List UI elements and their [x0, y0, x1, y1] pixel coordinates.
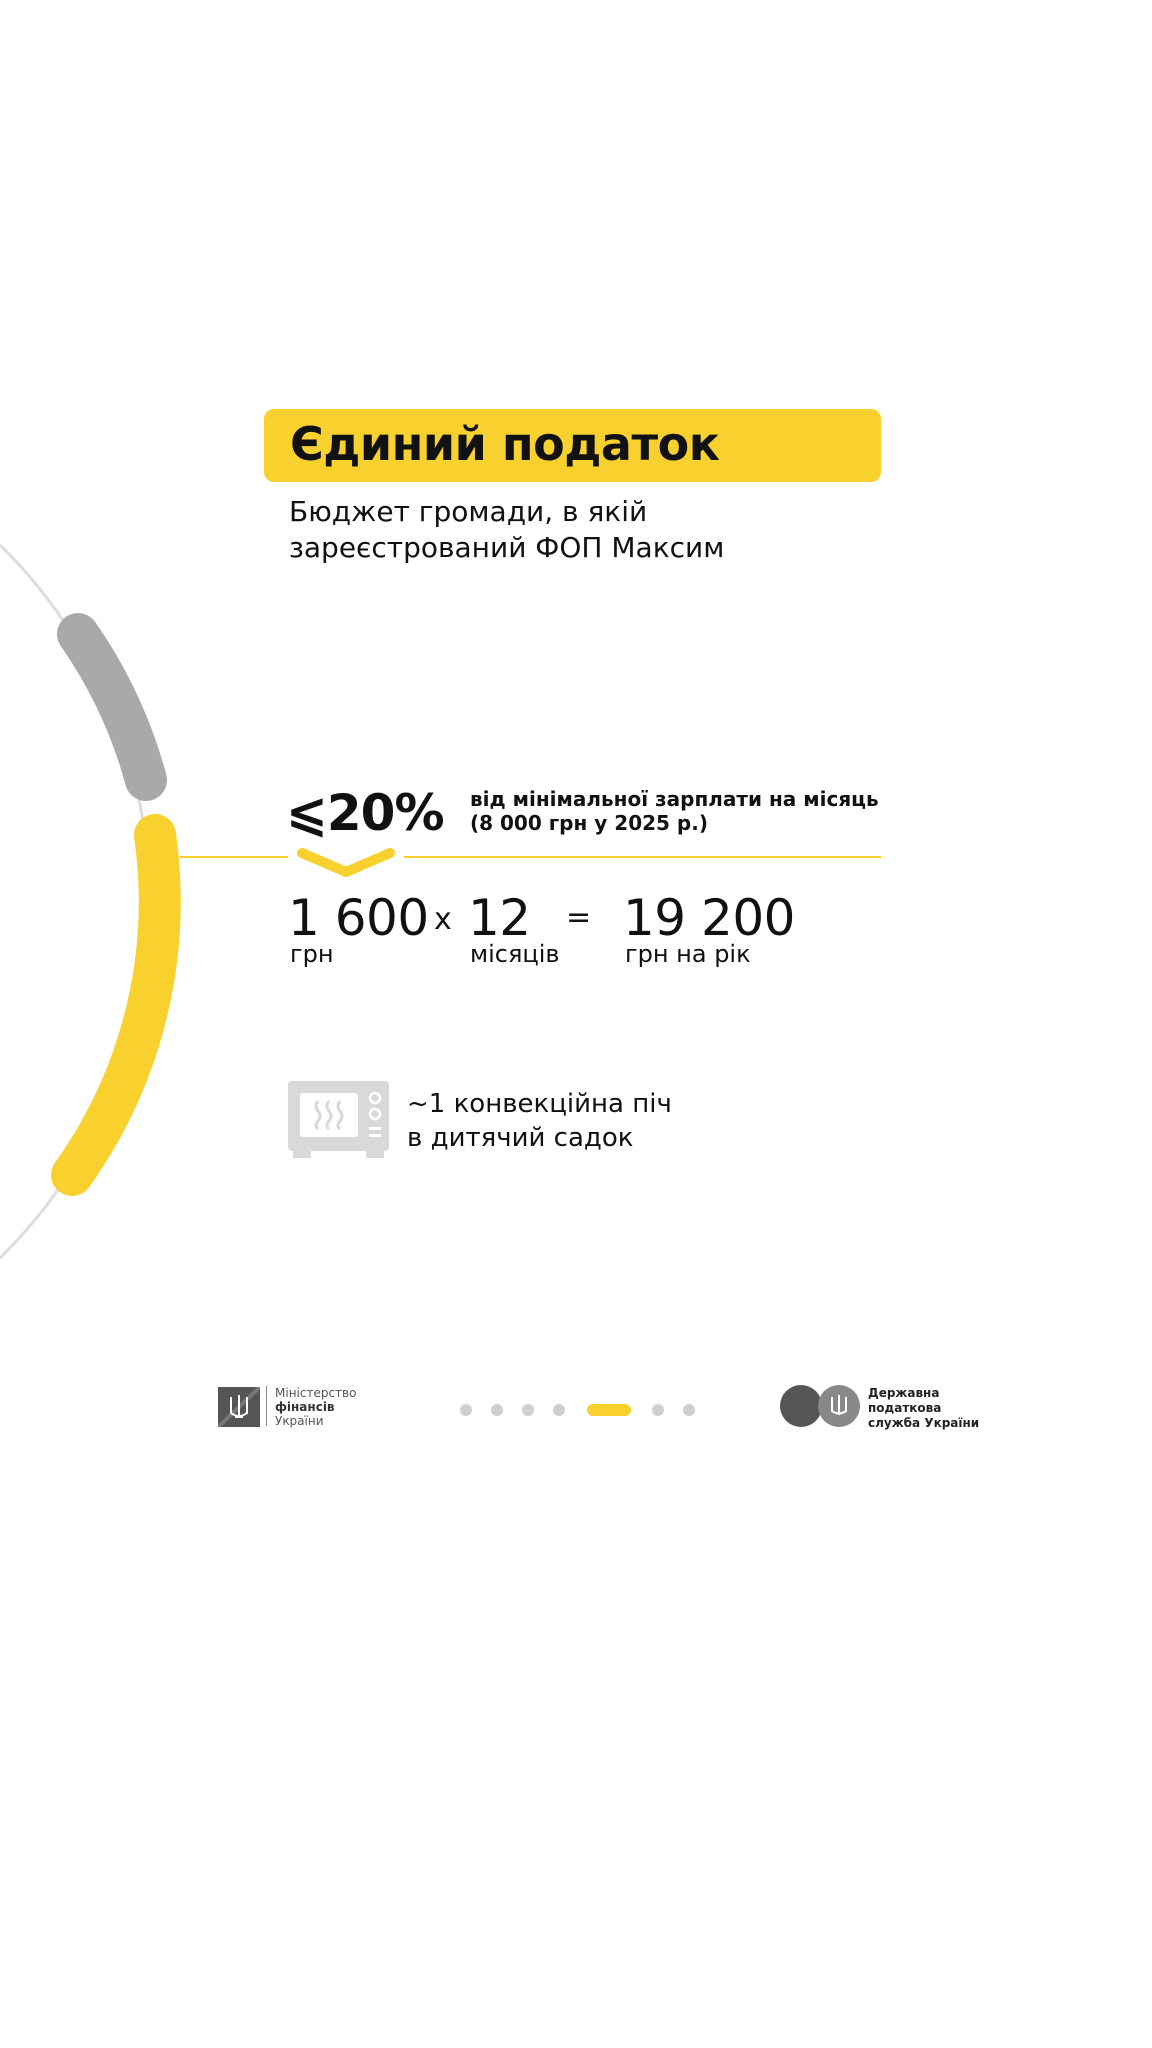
ministry-line: фінансів — [275, 1400, 335, 1414]
tax-service-line: податкова — [868, 1401, 942, 1415]
subtitle-line: Бюджет громади, в якій — [289, 495, 648, 528]
monthly-amount: 1 600 — [288, 889, 429, 947]
equals-sign: = — [566, 900, 592, 935]
chevron-down-icon — [302, 853, 390, 872]
ministry-line: Міністерство — [275, 1386, 357, 1400]
pagination-dot-active[interactable] — [587, 1404, 631, 1416]
pagination-dot[interactable] — [460, 1404, 472, 1416]
trident-icon — [218, 1387, 260, 1427]
rate-description-line: (8 000 грн у 2025 р.) — [470, 811, 708, 835]
months-unit: місяців — [470, 940, 560, 968]
pagination-dot[interactable] — [553, 1404, 565, 1416]
rate-value: ⩽20% — [286, 784, 444, 842]
rate-description — [470, 787, 890, 835]
equivalent-line: ~1 конвекційна піч — [407, 1089, 672, 1119]
yellow-arc-segment — [72, 835, 160, 1175]
convection-oven-icon — [288, 1081, 389, 1158]
ministry-of-finance-logo-text — [275, 1386, 356, 1428]
yearly-amount: 19 200 — [623, 889, 795, 947]
subtitle-line: зареєстрований ФОП Максим — [289, 531, 725, 564]
tax-service-line: служба України — [868, 1416, 980, 1430]
page-title: Єдиний податок — [290, 417, 720, 471]
tax-service-line: Державна — [868, 1386, 940, 1400]
logo-divider — [266, 1386, 267, 1426]
monthly-unit: грн — [290, 940, 334, 968]
grey-arc-segment — [78, 634, 146, 780]
equivalent-line: в дитячий садок — [407, 1123, 634, 1153]
pagination-dot[interactable] — [683, 1404, 695, 1416]
months-count: 12 — [468, 889, 531, 947]
multiply-sign: x — [434, 902, 452, 937]
dps-logo-icon — [780, 1385, 860, 1427]
yearly-unit: грн на рік — [625, 940, 751, 968]
equivalent-note — [407, 1087, 672, 1155]
pagination-dot[interactable] — [652, 1404, 664, 1416]
ministry-line: України — [275, 1414, 324, 1428]
rate-description-line: від мінімальної зарплати на місяць — [470, 787, 879, 811]
pagination-dot[interactable] — [491, 1404, 503, 1416]
page-subtitle — [289, 494, 889, 566]
tax-service-logo-text — [868, 1386, 979, 1431]
pagination-dot[interactable] — [522, 1404, 534, 1416]
